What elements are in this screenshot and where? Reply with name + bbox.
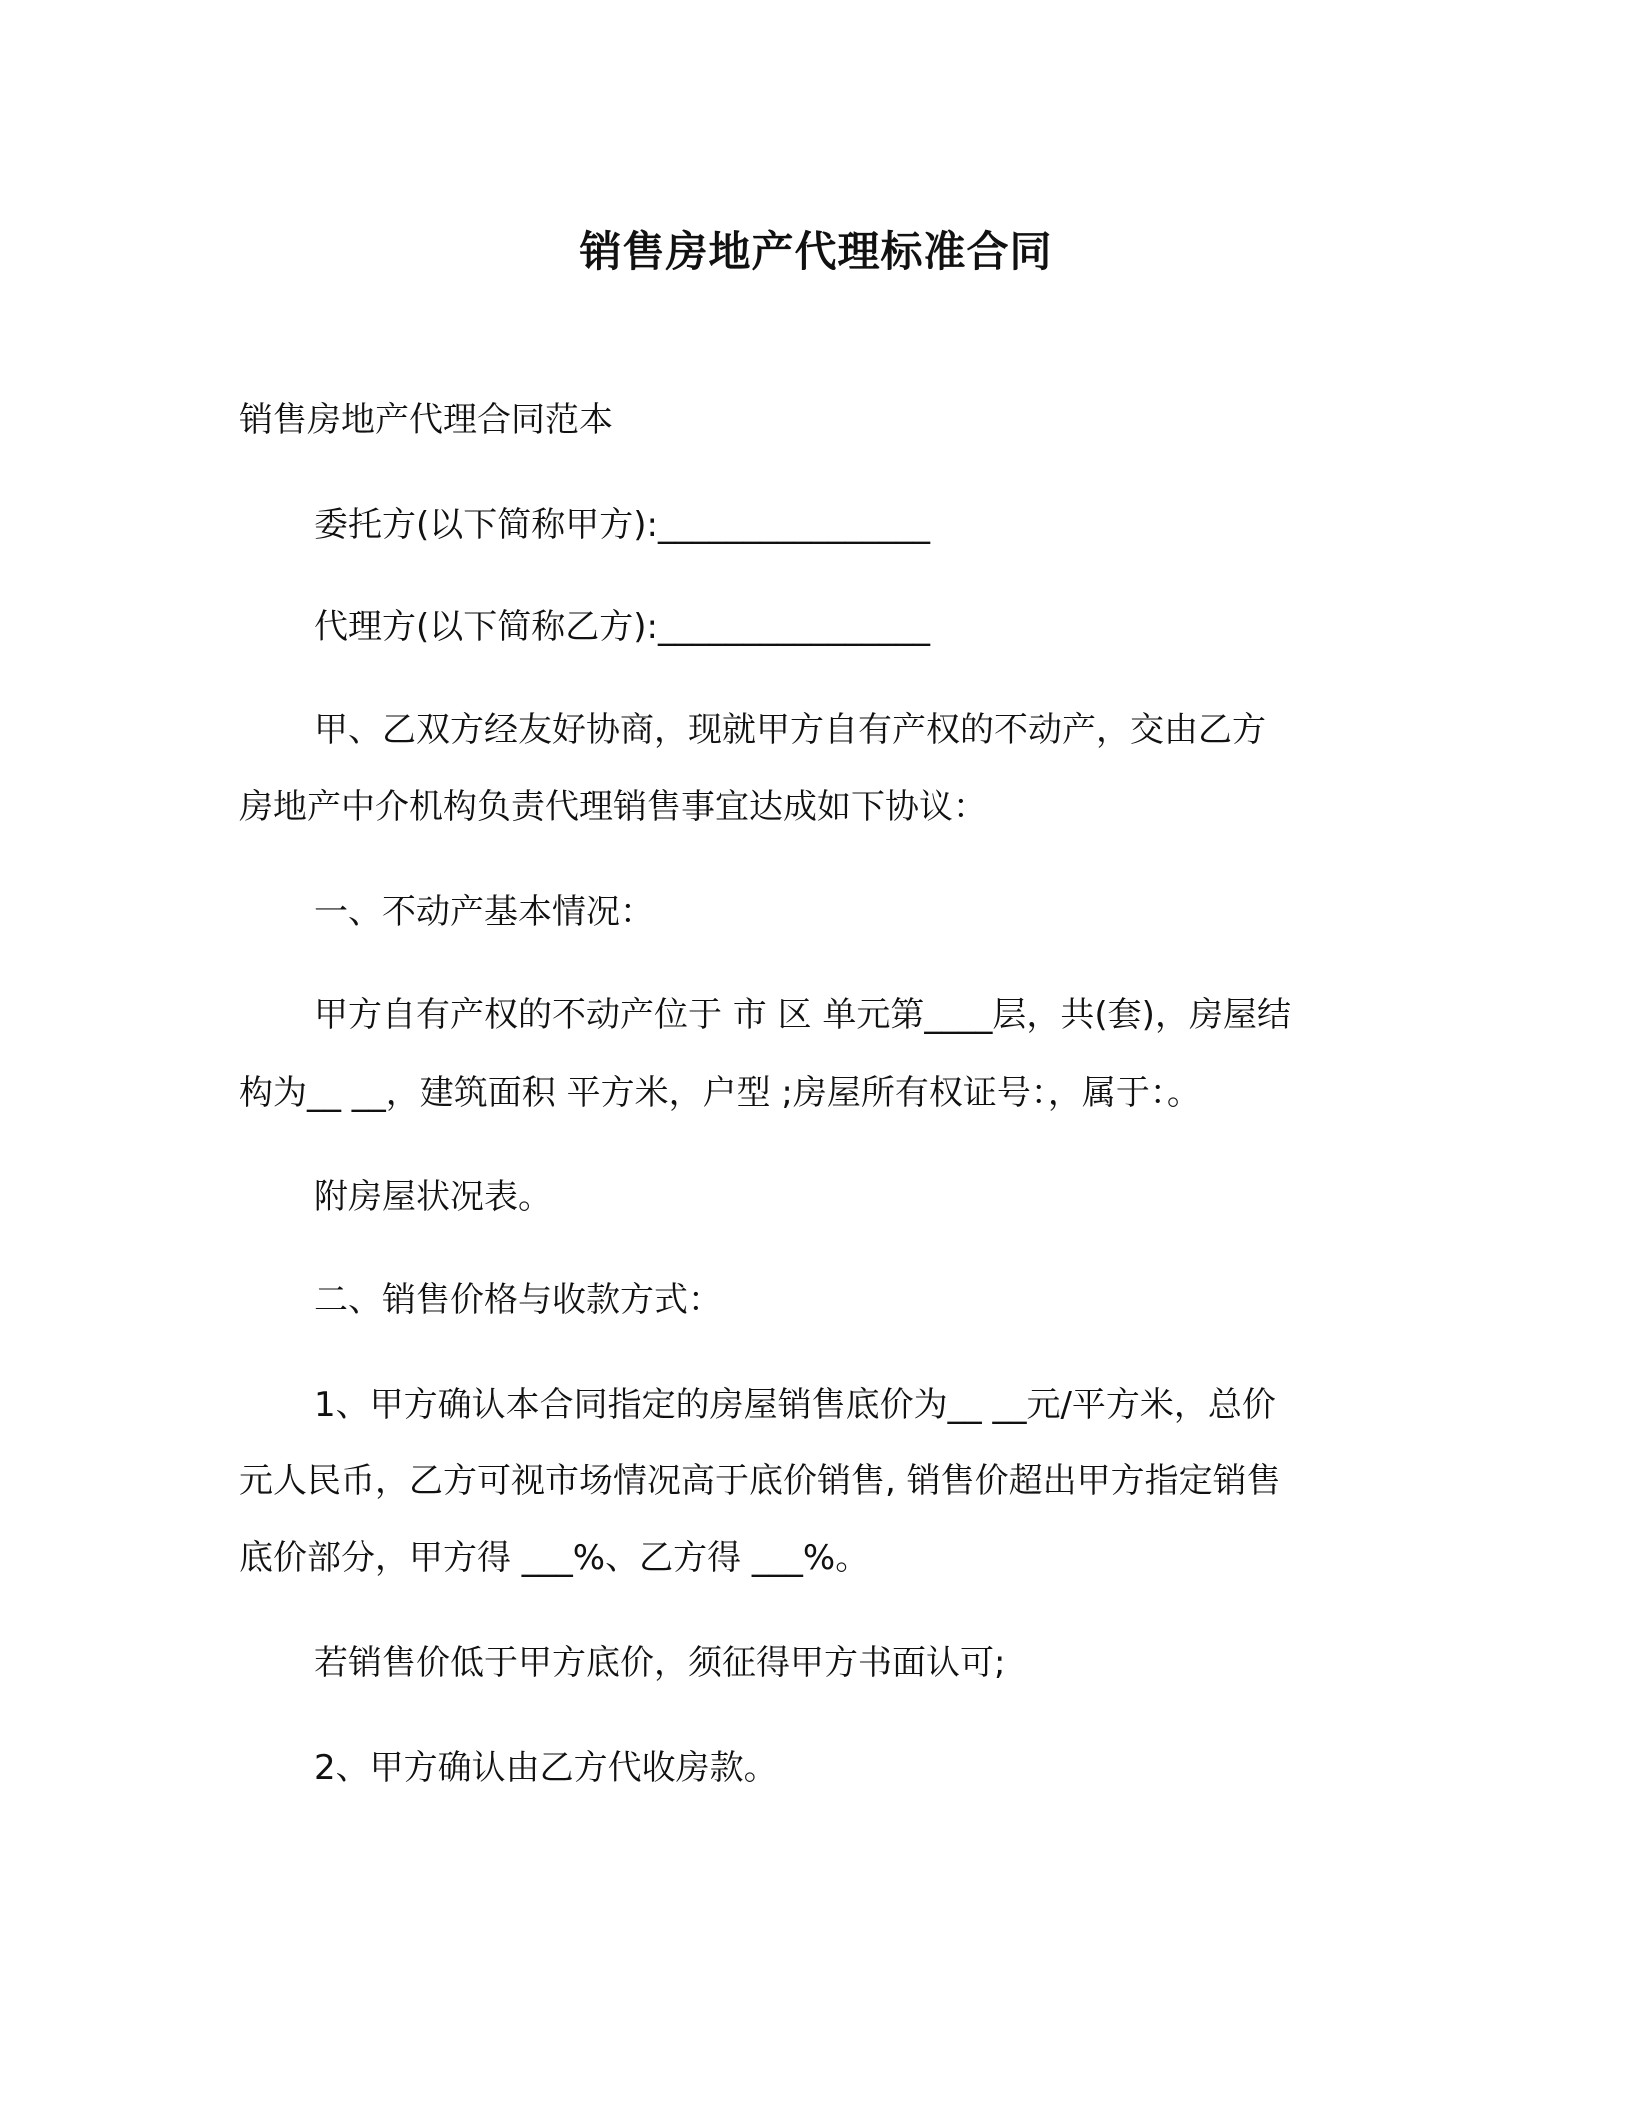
section1-body-line-2: 构为__ __，建筑面积 平方米，户型 ;房屋所有权证号：，属于：。 [239,1073,1201,1113]
section2-item1-line-2: 元人民币，乙方可视市场情况高于底价销售, 销售价超出甲方指定销售 [239,1461,1281,1501]
section1-heading: 一、不动产基本情况： [314,892,654,932]
section2-note: 若销售价低于甲方底价，须征得甲方书面认可; [314,1643,1006,1683]
party-b-line: 代理方(以下简称乙方):________________ [314,607,930,647]
section2-item1-line-3: 底价部分，甲方得 ___%、乙方得 ___%。 [239,1538,870,1578]
section1-attachment: 附房屋状况表。 [314,1177,552,1217]
section1-body-line-1: 甲方自有产权的不动产位于 市 区 单元第____层，共(套)，房屋结 [314,995,1291,1035]
section2-item1-line-1: 1、甲方确认本合同指定的房屋销售底价为__ __元/平方米，总价 [314,1385,1276,1425]
document-title: 销售房地产代理标准合同 [579,227,1053,276]
intro-line-2: 房地产中介机构负责代理销售事宜达成如下协议： [239,787,987,827]
section2-item2: 2、甲方确认由乙方代收房款。 [314,1748,778,1788]
party-a-line: 委托方(以下简称甲方):________________ [314,505,930,545]
intro-line-1: 甲、乙双方经友好协商，现就甲方自有产权的不动产，交由乙方 [314,710,1266,750]
section2-heading: 二、销售价格与收款方式： [314,1280,722,1320]
document-subtitle: 销售房地产代理合同范本 [239,400,613,440]
